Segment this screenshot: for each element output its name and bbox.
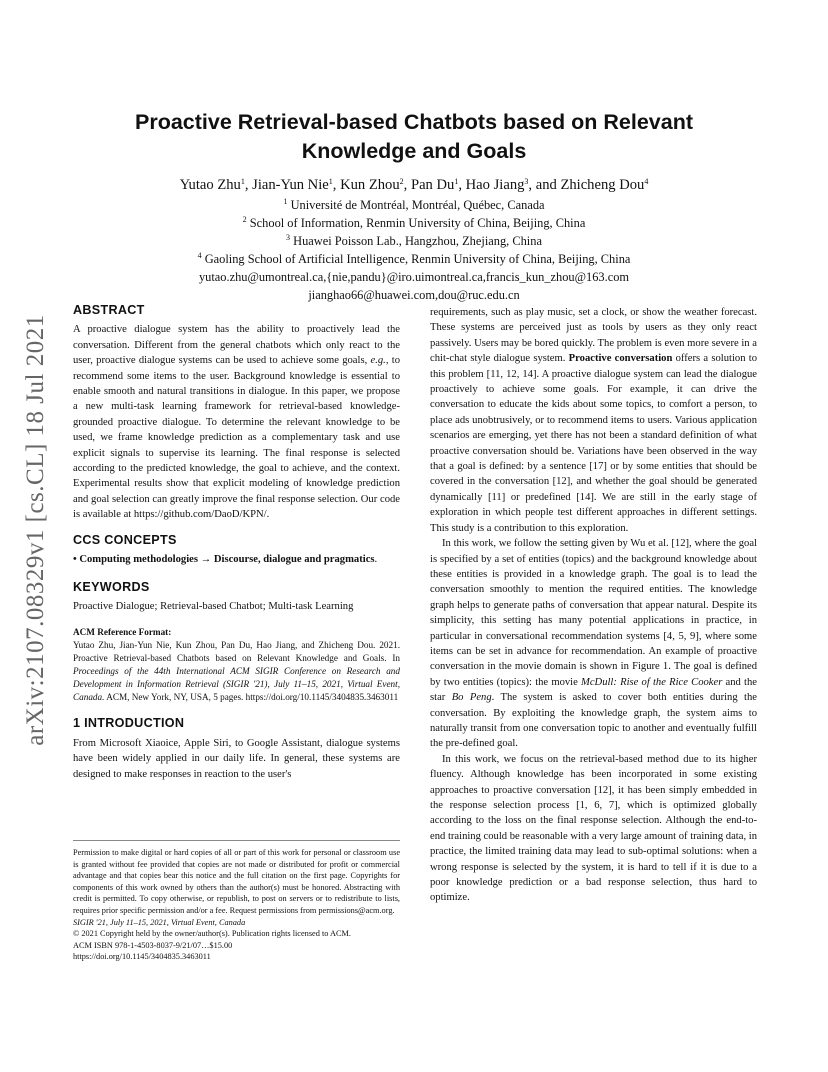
title-line-2: Knowledge and Goals — [301, 139, 527, 163]
text-part: requirements, such as play music, set a clock, or show the weather forecast. These systems are perceived just as tools by users as they only react passively. Users may be bored quickly. The problem is even more severe in a chit-chat style dialogue system. — [430, 307, 757, 365]
arxiv-identifier — [16, 300, 56, 760]
author-name: Yutao Zhu — [179, 177, 241, 193]
ref-part: ACM, New York, NY, USA, 5 pages. https://doi.org/10.1145/3404835.3463011 — [104, 692, 399, 703]
ccs-text — [73, 552, 400, 567]
text-part: In this work, we follow the setting given by Wu et al. [12], where the goal is specified by a set of entities (topics) and the background knowledge about these entities is provided in a knowledge graph. The goal is to lead the conversation smoothly to mention the required entities. The knowledge graph helps to generate paths of conversation that appear natural. Despite its simplicity, this setting has many potential applications in practice, in particular in conversational recommendation systems [4, 5, 9], where some items can be set in advance for recommendation. An example of proactive conversation in the movie domain is shown in Figure 1. The goal is defined by two entities (topics): the movie — [430, 538, 757, 688]
affil-number: 4 — [197, 251, 202, 260]
paper-title — [0, 108, 828, 166]
reference-format-text — [73, 639, 400, 704]
reference-format-label: ACM Reference Format: — [73, 627, 172, 638]
author-name: and Zhicheng Dou — [535, 177, 645, 193]
right-column — [430, 305, 757, 906]
author-name: Hao Jiang — [465, 177, 525, 193]
permission-text: Permission to make digital or hard copies of all or part of this work for personal or classroom use is granted without fee provided that copies are not made or distributed for profit or commercial advantage and that copies bear this notice and the full citation on the first page. Copyrights for components of this work owned by others than the author(s) must be honored. Abstracting with credit is permitted. To copy otherwise, or republish, to post on servers or to redistribute to lists, requires prior specific permission and/or a fee. Request permissions from permissions@acm.org. — [73, 848, 400, 915]
author-affil-mark: 1 — [454, 177, 459, 186]
body-paragraph — [430, 305, 757, 536]
affil-number: 1 — [283, 197, 288, 206]
intro-heading: 1 INTRODUCTION — [73, 716, 185, 731]
author-name: Pan Du — [410, 177, 455, 193]
author-name: Kun Zhou — [340, 177, 400, 193]
abstract-part: , to recommend some items to the user. Background knowledge is essential to enable smooth and natural transitions in dialogue. In this paper, we propose a new multi-task learning framework for retrieval-based knowledge-grounded proactive dialogue. To determine the relevant knowledge to be used, we frame knowledge prediction as a complementary task and use explicit signals to supervise its learning. The final response is selected according to the predicted knowledge, the goal to achieve, and the context. Experimental results show that explicit modeling of knowledge prediction and goal selection can greatly improve the final response selection. Our code is available at https://github.com/DaoD/KPN/. — [73, 355, 400, 521]
affil-text: Université de Montréal, Montréal, Québec, Canada — [290, 198, 545, 212]
abstract-eg: e.g. — [370, 355, 386, 367]
ccs-heading: CCS CONCEPTS — [73, 532, 177, 547]
venue-text: SIGIR '21, July 11–15, 2021, Virtual Event, Canada — [73, 917, 246, 927]
venue-line — [73, 917, 400, 929]
author-affil-mark: 4 — [644, 177, 649, 186]
affil-text: School of Information, Renmin University of China, Beijing, China — [249, 216, 586, 230]
copyright-line: © 2021 Copyright held by the owner/author(s). Publication rights licensed to ACM. — [73, 929, 351, 939]
permission-footnote — [73, 840, 400, 963]
ref-venue: Proceedings of the 44th International ACM SIGIR Conference on Research and Development in Information Retrieval (SIGIR '21), July 11–15, 2021, Virtual Event, Canada. — [73, 666, 400, 703]
ref-part: Yutao Zhu, Jian-Yun Nie, Kun Zhou, Pan Du, Hao Jiang, and Zhicheng Dou. 2021. Proactive Retrieval-based Chatbots based on Relevant Knowledge and Goals. In — [73, 640, 400, 664]
isbn-line: ACM ISBN 978-1-4503-8037-9/21/07…$15.00 — [73, 940, 233, 950]
affiliation — [0, 232, 828, 250]
affil-number: 2 — [242, 215, 247, 224]
affiliation-list — [0, 196, 828, 304]
author-affil-mark: 2 — [399, 177, 404, 186]
email-line: yutao.zhu@umontreal.ca,{nie,pandu}@iro.uimontreal.ca,francis_kun_zhou@163.com — [198, 270, 630, 284]
keywords-heading: KEYWORDS — [73, 579, 150, 594]
author-affil-mark: 1 — [240, 177, 245, 186]
email-line: jianghao66@huawei.com,dou@ruc.edu.cn — [308, 288, 520, 302]
affiliation — [0, 250, 828, 268]
affil-text: Huawei Poisson Lab., Hangzhou, Zhejiang, China — [293, 234, 542, 248]
body-paragraph: In this work, we focus on the retrieval-based method due to its higher fluency. Although knowledge has been incorporated in some existing approaches to proactive conversation [12], it has been simply embedded in the response selection process [1, 6, 7], which is optimized globally according to the loss on the final response selection. Although the end-to-end training could be reasonable with a very large amount of training data, in practice, the limited training data may lead to sub-optimal solutions: when a wrong response is selected by the system, it is hard to tell if it is due to a poor knowledge prediction or a bad response selection, thus hard to optimize. — [430, 753, 757, 904]
author-name: Jian-Yun Nie — [252, 177, 329, 193]
italic-term: McDull: Rise of the Rice Cooker — [581, 676, 723, 688]
italic-term: Bo Peng — [451, 692, 492, 704]
abstract-text — [73, 322, 400, 522]
author-affil-mark: 1 — [328, 177, 333, 186]
left-column — [73, 303, 400, 782]
affil-text: Gaoling School of Artificial Intelligence, Renmin University of China, Beijing, China — [204, 252, 631, 266]
body-paragraph — [430, 536, 757, 752]
doi-line: https://doi.org/10.1145/3404835.3463011 — [73, 952, 211, 962]
arxiv-identifier-text: arXiv:2107.08329v1 [cs.CL] 18 Jul 2021 — [22, 314, 49, 746]
affil-number: 3 — [286, 233, 291, 242]
text-part: . The system is asked to cover both entities during the conversation. By exploiting the knowledge graph, the system aims to naturally transit from one conversation topic to another and eventually fulfill the pre-defined goal. — [430, 692, 757, 750]
author-list: Yutao Zhu$^1$, Jian-Yun Nie$^1$, Kun Zhou$^2$, Pan Du$^1$, Hao Jiang$^3$, and Zhicheng Dou$^4$ — [179, 177, 649, 193]
affiliation — [0, 214, 828, 232]
ccs-concepts: • Computing methodologies → Discourse, dialogue and pragmatics — [73, 554, 375, 566]
text-part: offers a solution to this problem [11, 12, 14]. A proactive dialogue system can lead the dialogue proactively to achieve some goals. For example, it can drive the conversation to educate the kids about some topics, to comfort a person, to place ads unobtrusively, or to recommend items to users. Various application scenarios are emerging, yet there has not been a standard definition of what proactive conversation should be. Variations have been observed in the way that a goal is defined: by a sentence [17] or by some entities that should be covered in the conversation [12], and whether the goal should be generated dynamically [11] or predefined [14]. We are still in the early stage of exploration in which people test different approaches in different settings. This study is a contribution to this exploration. — [430, 353, 757, 534]
intro-text: From Microsoft Xiaoice, Apple Siri, to Google Assistant, dialogue systems have been widely applied in our daily life. In general, these systems are designed to make responses in reaction to the user's — [73, 737, 400, 780]
abstract-heading: ABSTRACT — [73, 303, 145, 317]
author-affil-mark: 3 — [524, 177, 529, 186]
keywords-text: Proactive Dialogue; Retrieval-based Chatbot; Multi-task Learning — [73, 600, 354, 612]
abstract-part: A proactive dialogue system has the ability to proactively lead the conversation. Different from the general chatbots which only react to the user, proactive dialogue systems can be used to achieve some goals, — [73, 324, 400, 367]
title-line-1: Proactive Retrieval-based Chatbots based on Relevant — [135, 110, 693, 134]
affiliation — [0, 196, 828, 214]
bold-term: Proactive conversation — [568, 353, 673, 365]
text-part: and the star — [430, 676, 757, 704]
ccs-tail: . — [374, 554, 378, 566]
